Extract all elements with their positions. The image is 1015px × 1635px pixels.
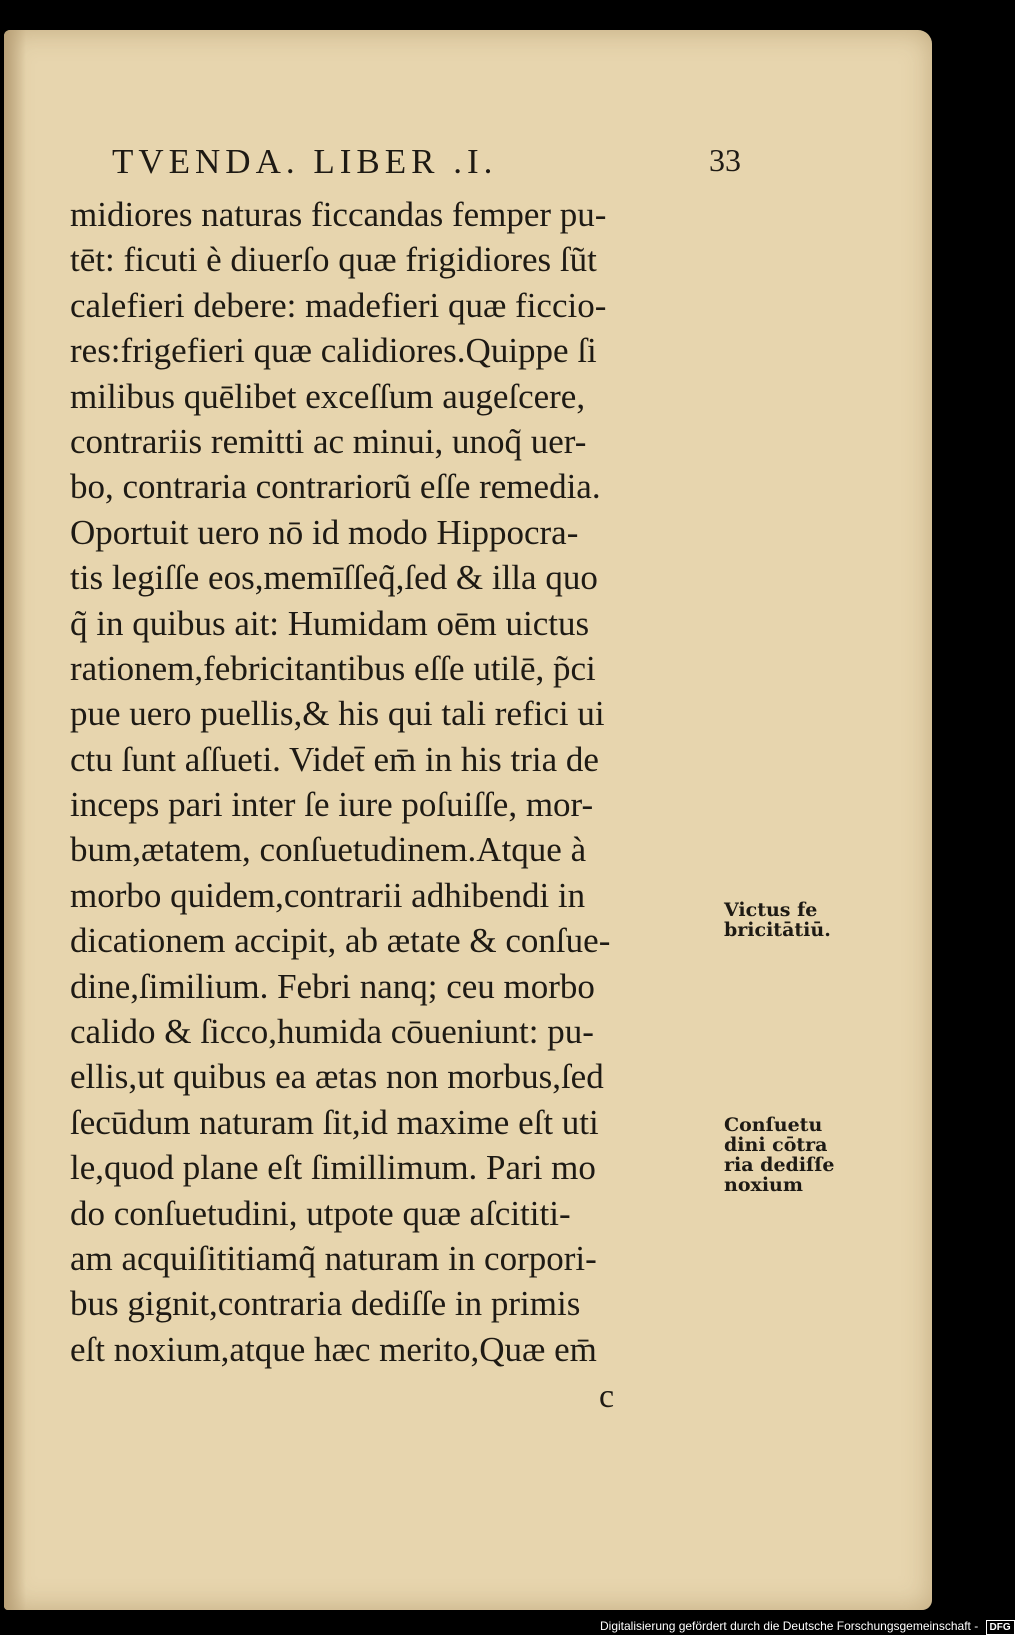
text-line: do conſuetudini, utpote quæ aſcititi-: [70, 1193, 571, 1233]
text-line: bus gignit,contraria dediſſe in primis: [70, 1284, 581, 1324]
margin-note-line: Victus fe: [724, 899, 818, 921]
dfg-logo: DFG: [986, 1620, 1015, 1635]
text-line: calido & ſicco,humida cōueniunt: pu-: [70, 1012, 594, 1052]
text-line: pue uero puellis,& his qui tali refici ui: [70, 694, 605, 734]
margin-note-line: Conſuetu: [724, 1114, 823, 1136]
text-line: tēt: ficuti è diuerſo quæ frigidiores ſũt: [70, 240, 597, 280]
page-number: 33: [709, 142, 741, 178]
text-line: ſecūdum naturam ſit,id maxime eſt uti: [70, 1102, 599, 1142]
margin-note-line: noxium: [724, 1174, 803, 1196]
text-line: eſt noxium,atque hæc merito,Quæ em̄: [70, 1329, 597, 1369]
text-line: q̃ in quibus ait: Humidam oēm uictus: [70, 603, 590, 643]
margin-note-consuetudini: [724, 1115, 864, 1195]
text-line: dicationem accipit, ab ætate & conſue-: [70, 921, 611, 961]
text-line: ctu ſunt aſſueti. Videt̄ em̄ in his tria de: [70, 739, 599, 779]
text-line: midiores naturas ficcandas femper pu-: [70, 195, 607, 234]
margin-note-line: dini cōtra: [724, 1134, 828, 1156]
text-line: milibus quēlibet exceſſum augeſcere,: [70, 376, 586, 416]
text-line: inceps pari inter ſe iure poſuiſſe, mor-: [70, 785, 594, 825]
margin-note-line: ria dediſſe: [724, 1154, 835, 1176]
running-head: TVENDA. LIBER .I.: [112, 142, 498, 181]
signature-mark: c: [599, 1378, 615, 1415]
margin-note-victus: [724, 900, 864, 940]
text-line: calefieri debere: madefieri quæ ficcio-: [70, 285, 607, 325]
text-line: morbo quidem,contrarii adhibendi in: [70, 875, 586, 915]
text-line: le,quod plane eſt ſimillimum. Pari mo: [70, 1148, 596, 1188]
text-line: Oportuit uero nō id modo Hippocra-: [70, 512, 579, 552]
text-line: bum,ætatem, conſuetudinem.Atque à: [70, 830, 587, 870]
page-spine-shadow: [4, 30, 26, 1610]
book-page: [4, 30, 932, 1610]
text-line: rationem,febricitantibus eſſe utilē, p̃ci: [70, 648, 596, 688]
text-line: tis legiſſe eos,memīſſeq̃,ſed & illa quo: [70, 558, 598, 598]
body-text: [70, 192, 730, 1372]
text-line: am acquiſititiamq̃ naturam in corpori-: [70, 1238, 597, 1278]
text-line: dine,ſimilium. Febri nanq; ceu morbo: [70, 966, 595, 1006]
text-line: bo, contraria contrariorũ eſſe remedia.: [70, 467, 601, 507]
margin-note-line: bricitātiū.: [724, 919, 831, 941]
text-line: ellis,ut quibus ea ætas non morbus,ſed: [70, 1057, 604, 1097]
text-line: res:frigefieri quæ calidiores.Quippe ſi: [70, 331, 597, 371]
text-line: contrariis remitti ac minui, unoq̃ uer-: [70, 421, 587, 461]
credit-text: Digitalisierung gefördert durch die Deutsche Forschungsgemeinschaft -: [600, 1619, 979, 1633]
digitization-credit: [600, 1617, 1011, 1635]
